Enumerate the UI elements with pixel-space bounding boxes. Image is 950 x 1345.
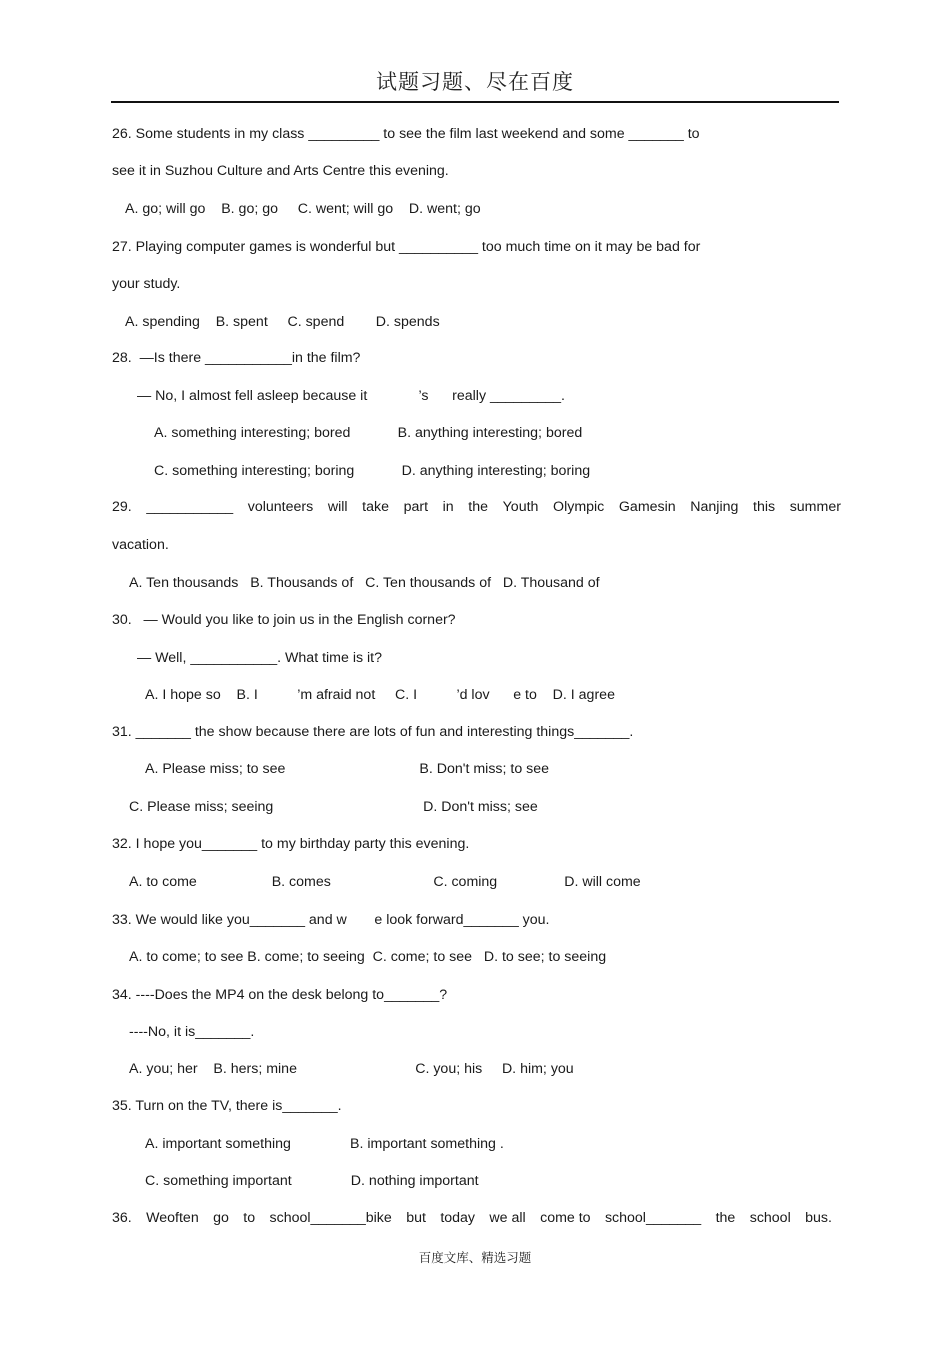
q36-word: but: [406, 1210, 426, 1226]
q29-word: 29.: [112, 499, 132, 515]
q31-options-row1: A. Please miss; to see B. Don't miss; to see: [145, 761, 550, 777]
q29-stem-line2: vacation.: [112, 537, 169, 553]
q28-options-row2: C. something interesting; boring D. anything interesting; boring: [154, 463, 591, 479]
q36-stem-line1: [112, 1209, 832, 1227]
q34-stem-line2: ----No, it is_______.: [129, 1024, 255, 1040]
q34-stem-line1: 34. ----Does the MP4 on the desk belong to_______?: [112, 987, 448, 1003]
q36-word: Weoften: [146, 1210, 199, 1226]
q29-options: A. Ten thousands B. Thousands of C. Ten thousands of D. Thousand of: [129, 575, 600, 591]
q27-options: A. spending B. spent C. spend D. spends: [125, 314, 440, 330]
q34-options: A. you; her B. hers; mine C. you; his D. him; you: [129, 1061, 574, 1077]
q26-stem-line2: see it in Suzhou Culture and Arts Centre this evening.: [112, 163, 449, 179]
q26-stem-line1: 26. Some students in my class _________ to see the film last weekend and some _______ to: [112, 126, 700, 142]
q36-word: today: [440, 1210, 476, 1226]
q36-word: school_______: [604, 1210, 702, 1226]
q28-stem-line2: — No, I almost fell asleep because it ’s really _________.: [137, 388, 565, 404]
q29-word: take: [362, 499, 389, 515]
q31-options-row2: C. Please miss; seeing D. Don't miss; see: [129, 799, 538, 815]
q27-stem-line2: your study.: [112, 276, 181, 292]
q26-options: A. go; will go B. go; go C. went; will go D. went; go: [125, 201, 481, 217]
q29-stem-line1: [112, 498, 841, 516]
page-footer-text: 百度文库、精选习题: [418, 1250, 532, 1265]
q29-word: this: [753, 499, 776, 515]
q32-stem: 32. I hope you_______ to my birthday party this evening.: [112, 836, 470, 852]
q29-word: Gamesin: [618, 499, 676, 515]
q29-word: Youth: [502, 499, 539, 515]
q36-word: go: [213, 1210, 229, 1226]
q29-word: in: [442, 499, 454, 515]
q30-options: A. I hope so B. I ’m afraid not C. I ’d lov e to D. I agree: [145, 687, 615, 703]
q29-word: volunteers: [247, 499, 314, 515]
q30-stem-line2: — Well, ___________. What time is it?: [137, 650, 382, 666]
q29-word: Nanjing: [690, 499, 739, 515]
q28-stem-line1: 28. —Is there ___________in the film?: [112, 350, 361, 366]
q29-word: Olympic: [553, 499, 605, 515]
q36-word: we all: [489, 1210, 526, 1226]
q36-word: bus.: [805, 1210, 832, 1226]
q36-word: the: [715, 1210, 736, 1226]
header-divider: [111, 101, 839, 103]
q27-stem-line1: 27. Playing computer games is wonderful but __________ too much time on it may be bad for: [112, 239, 701, 255]
q33-stem: 33. We would like you_______ and w e look forward_______ you.: [112, 912, 550, 928]
q36-word: to: [243, 1210, 256, 1226]
q36-word: school: [749, 1210, 791, 1226]
q29-word: the: [468, 499, 489, 515]
page-header-title: 试题习题、尽在百度: [376, 70, 574, 94]
q31-stem: 31. _______ the show because there are lots of fun and interesting things_______.: [112, 724, 634, 740]
q36-word: school_______bike: [269, 1210, 392, 1226]
q36-word: come to: [540, 1210, 591, 1226]
q29-word: ___________: [146, 499, 234, 515]
q36-word: 36.: [112, 1210, 132, 1226]
q33-options: A. to come; to see B. come; to seeing C. come; to see D. to see; to seeing: [129, 949, 607, 965]
q28-options-row1: A. something interesting; bored B. anything interesting; bored: [154, 425, 583, 441]
q35-options-row1: A. important something B. important something .: [145, 1136, 504, 1152]
q35-options-row2: C. something important D. nothing important: [145, 1173, 479, 1189]
q29-word: will: [327, 499, 348, 515]
q35-stem: 35. Turn on the TV, there is_______.: [112, 1098, 342, 1114]
q29-word: summer: [789, 499, 841, 515]
q29-word: part: [403, 499, 429, 515]
q30-stem-line1: 30. — Would you like to join us in the English corner?: [112, 612, 456, 628]
q32-options: A. to come B. comes C. coming D. will come: [129, 874, 641, 890]
